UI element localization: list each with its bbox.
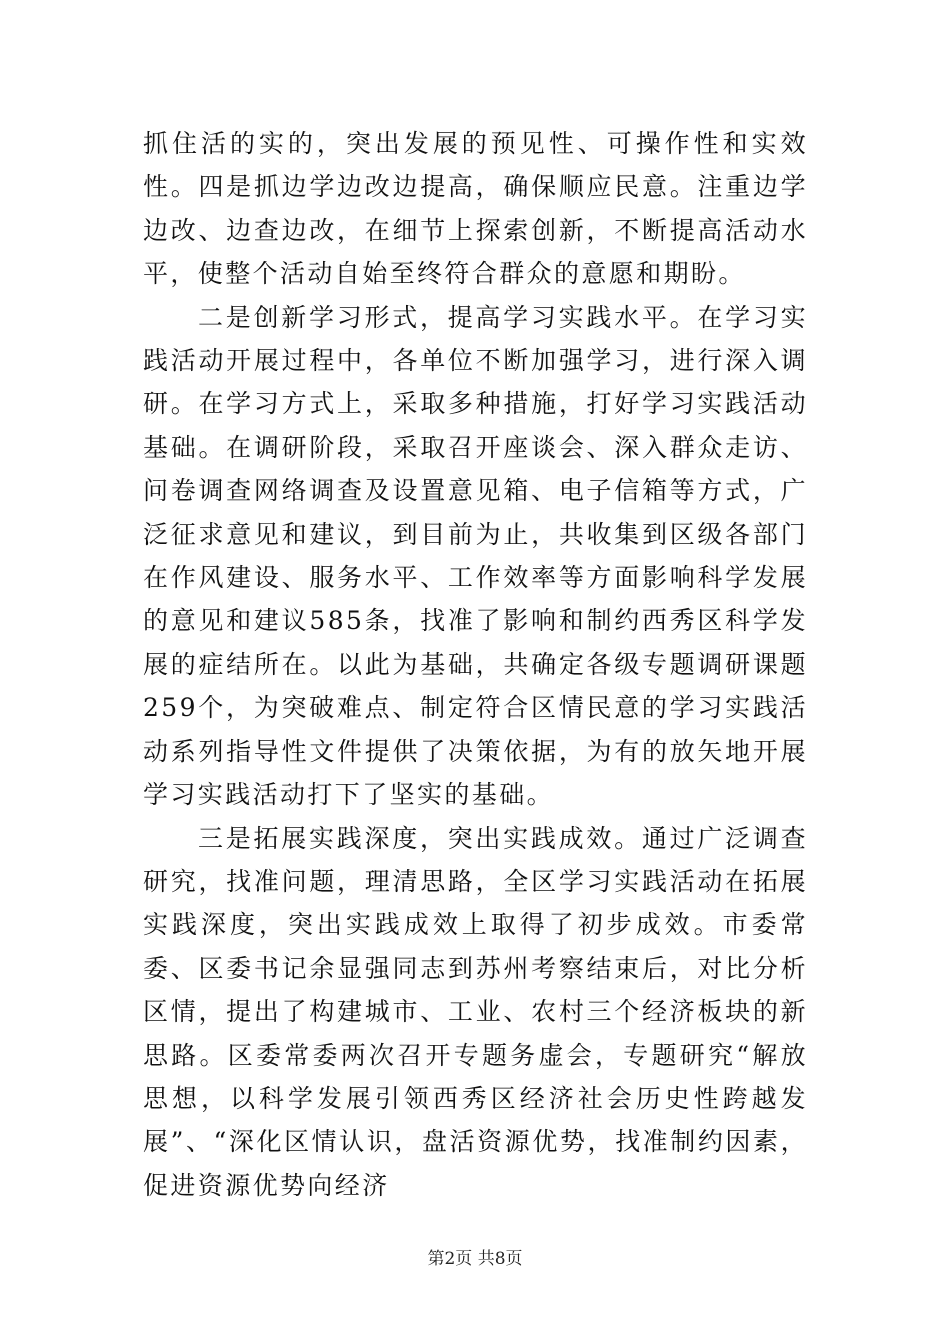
paragraph-1: 抓住活的实的，突出发展的预见性、可操作性和实效性。四是抓边学边改边提高，确保顺应民意。注重边学边改、边查边改，在细节上探索创新，不断提高活动水平，使整个活动自始至终符合群众的意愿和期盼。	[143, 129, 808, 289]
page-footer: 第2页 共8页	[427, 1249, 523, 1269]
document-body	[143, 122, 808, 1207]
paragraph-2: 二是创新学习形式，提高学习实践水平。在学习实践活动开展过程中，各单位不断加强学习，进行深入调研。在学习方式上，采取多种措施，打好学习实践活动基础。在调研阶段，采取召开座谈会、深入群众走访、问卷调查网络调查及设置意见箱、电子信箱等方式，广泛征求意见和建议，到目前为止，共收集到区级各部门在作风建设、服务水平、工作效率等方面影响科学发展的意见和建议585条，找准了影响和制约西秀区科学发展的症结所在。以此为基础，共确定各级专题调研课题259个，为突破难点、制定符合区情民意的学习实践活动系列指导性文件提供了决策依据，为有的放矢地开展学习实践活动打下了坚实的基础。	[143, 302, 808, 810]
paragraph-3: 三是拓展实践深度，突出实践成效。通过广泛调查研究，找准问题，理清思路，全区学习实践活动在拓展实践深度，突出实践成效上取得了初步成效。市委常委、区委书记余显强同志到苏州考察结束后，对比分析区情，提出了构建城市、工业、农村三个经济板块的新思路。区委常委两次召开专题务虚会，专题研究“解放思想，以科学发展引领西秀区经济社会历史性跨越发展”、“深化区情认识，盘活资源优势，找准制约因素，促进资源优势向经济	[143, 823, 808, 1200]
